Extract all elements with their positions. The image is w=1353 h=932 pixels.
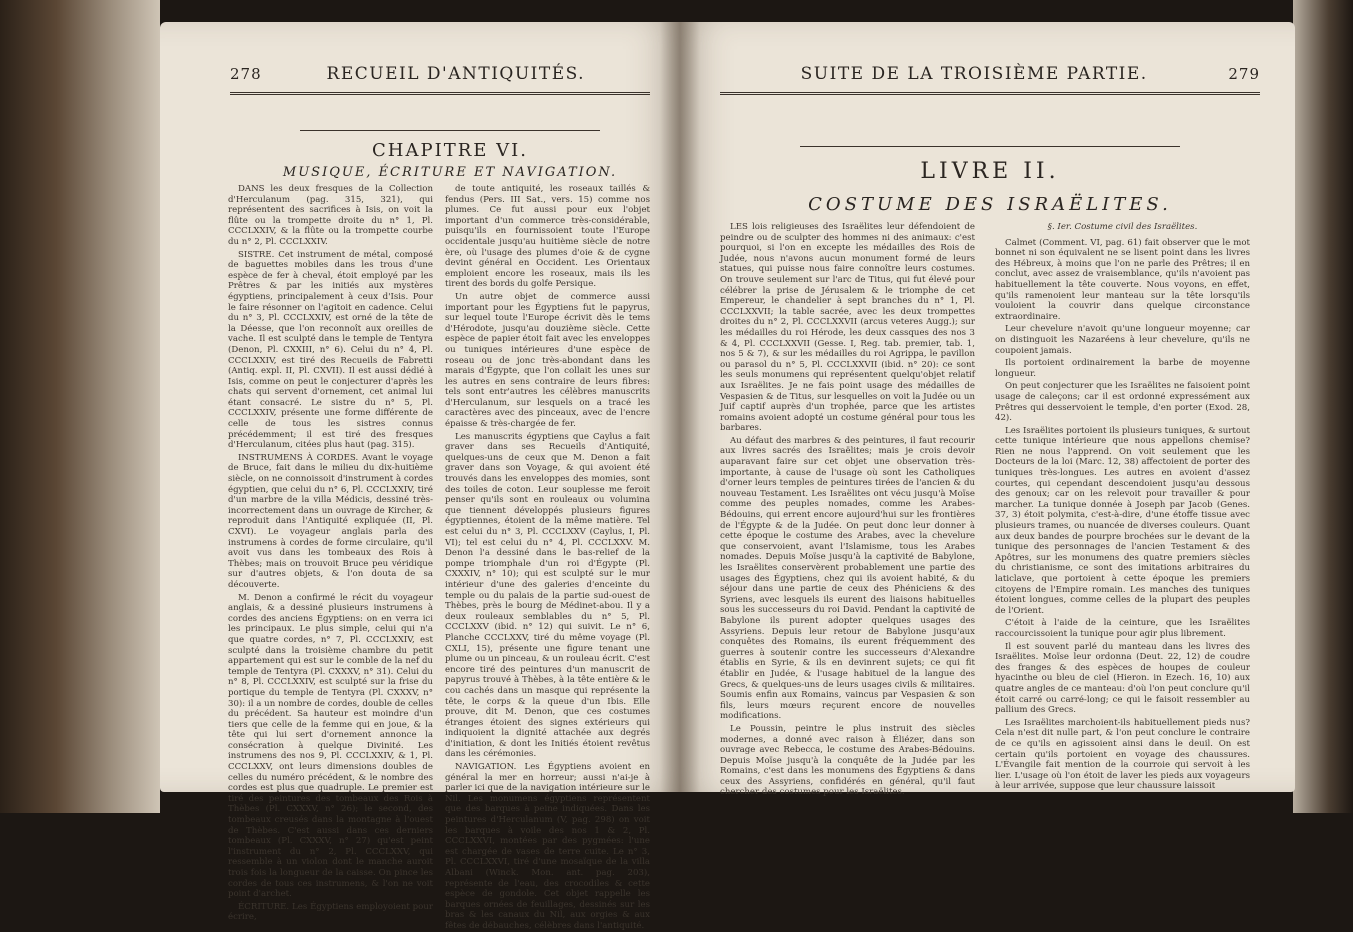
paragraph: C'étoit à l'aide de la ceinture, que les Israëlites raccourcissoient la tunique pour agir plus librement. <box>995 618 1250 639</box>
paragraph: INSTRUMENS À CORDES. Avant le voyage de Bruce, fait dans le milieu du dix-huitième siècle, on ne connoissoit d'instrument à cordes égyptien, que celui du n° 6, Pl. CCCLXXIV, tiré d'un marbre de la villa Médicis, dessiné très-incorrectement dans un ouvrage de Kircher, & reproduit dans l'Antiquité expliquée (II, Pl. CXVI). Le voyageur anglais parla des instrumens à cordes de forme circulaire, qu'il avoit vus dans les tombeaux des Rois à Thèbes; mais on trouvoit Bruce peu véridique sur d'autres objets, & l'on douta de sa découverte. <box>228 452 433 590</box>
left-page-number: 278 <box>230 65 262 83</box>
chapter-title: CHAPITRE VI. <box>372 140 528 161</box>
right-column-2 <box>995 222 1250 792</box>
paragraph: de toute antiquité, les roseaux taillés & fendus (Pers. III Sat., vers. 15) comme nos plumes. Ce fut aussi pour eux l'objet important d'un commerce très-considérable, puisqu'ils en fournissoient toute l'Europe occidentale jusqu'au huitième siècle de notre ère, où l'usage des plumes d'oie & de cygne devint général en Occident. Les Orientaux emploient encore les roseaux, mais ils les tirent des bords du golfe Persique. <box>445 184 650 290</box>
paragraph: NAVIGATION. Les Égyptiens avoient en général la mer en horreur; aussi n'ai-je à parler ici que de la navigation intérieure sur le Nil. Les monumens égyptiens représentent que des barques à peine indiquées. Dans les peintures d'Herculanum (V, pag. 298) on voit les barques à voile des nos 1 & 2, Pl. CCCLXXVI, montées par des pygmées: l'une est chargée de vases de terre cuite. Le n° 3, Pl. CCCLXXVI, tiré d'une mosaïque de la villa Albani (Winck. Mon. ant. pag. 203), représente de l'eau, des crocodiles & cette espèce de gondole. Cet objet rappelle les barques ornées de feuillages, dessinés sur les bras & les canaux du Nil, aux orgies & aux fêtes de débauches, célèbres dans l'antiquité. <box>445 762 650 931</box>
paragraph: Les Israëlites marchoient-ils habituellement pieds nus? Cela n'est dit nulle part, & l'on peut conclure le contraire de ce qu'ils en agissoient ainsi dans le deuil. On est certain qu'ils portoient en voyage des chaussures. L'Évangile fait mention de la courroie qui servoit à les lier. L'usage où l'on étoit de laver les pieds aux voyageurs à leur arrivée, suppose que leur chaussure laissoit <box>995 717 1250 792</box>
book-gutter <box>660 22 700 792</box>
book-subtitle: COSTUME DES ISRAËLITES. <box>808 194 1172 215</box>
paragraph: Calmet (Comment. VI, pag. 61) fait observer que le mot bonnet ni son équivalent ne se lisent point dans les livres des Hébreux, à moins que l'on ne parle des Prêtres; il en conclut, avec assez de vraisemblance, qu'ils n'avoient pas habituellement la tête couverte. Nous voyons, en effet, qu'ils ramenoient leur manteau sur la tête lorsqu'ils vouloient la couvrir dans quelque circonstance extraordinaire. <box>995 237 1250 322</box>
book-edge-left <box>0 0 160 813</box>
book-edge-right <box>1293 0 1353 813</box>
left-head-rule <box>230 92 650 95</box>
paragraph: LES lois religieuses des Israëlites leur défendoient de peindre ou de sculpter des hommes ni des animaux: c'est pourquoi, si l'on en excepte les médailles des Rois de Judée, nous n'avons aucun monument formé de leurs statues, qui puisse nous faire connoître leurs costumes. On trouve seulement sur l'arc de Titus, qui fut élevé pour célébrer la prise de Jérusalem & le triomphe de cet Empereur, le chandelier à sept branches du n° 1, Pl. CCCLXXVII; la table sacrée, avec les deux trompettes droites du n° 2, Pl. CCCLXXVII (arcus veteres Augg.); sur les médailles du roi Hérode, les deux cassques des nos 3 & 4, Pl. CCCLXXVII (Gesse. I, Reg. tab. premier, tab. 1, nos 5 & 7), & sur les médailles du roi Agrippa, le pavillon ou parasol du n° 5, Pl. CCCLXXVII (ibid. n° 20): ce sont les seuls monumens qui représentent quelqu'objet relatif aux Israëlites. Je ne fais point usage des médailles de Vespasien & de Titus, sur lesquelles on voit la Judée ou un Juif captif auprès d'un trophée, parce que les artistes romains avoient adopté un costume général pour tous les barbares. <box>720 222 975 434</box>
book-title: LIVRE II. <box>920 159 1060 184</box>
left-column-2 <box>445 184 650 931</box>
right-running-head <box>720 64 1260 84</box>
paragraph: On peut conjecturer que les Israëlites ne faisoient point usage de caleçons; car il est ordonné expressément aux Prêtres qui desservoient le temple, d'en porter (Exod. 28, 42). <box>995 381 1250 424</box>
paragraph: Leur chevelure n'avoit qu'une longueur moyenne; car on distinguoit les Nazaréens à leur chevelure, qu'ils ne coupoient jamais. <box>995 324 1250 356</box>
paragraph: Il est souvent parlé du manteau dans les livres des Israëlites. Moïse leur ordonna (Deut. 22, 12) de coudre des franges & des espèces de houpes de couleur hyacinthe ou bleu de ciel (Hieron. in Ezech. 16, 10) aux quatre angles de ce manteau: d'où l'on peut conclure qu'il étoit carré ou carré-long; ce qui le faisoit ressembler au pallium des Grecs. <box>995 641 1250 716</box>
left-page <box>160 22 680 931</box>
left-column-1 <box>228 184 433 923</box>
paragraph: Les manuscrits égyptiens que Caylus a fait graver dans ses Recueils d'Antiquité, quelques-uns de ceux que M. Denon a fait graver dans son Voyage, & qui avoient été trouvés dans les enveloppes des momies, sont des toiles de coton. Leur souplesse me feroit penser qu'ils sont en rouleaux ou volumina que tiennent développés plusieurs figures égyptiennes, étoient de la même matière. Tel est celui du n° 3, Pl. CCCLXXV (Caylus, I, Pl. VI); tel est celui du n° 4, Pl. CCCLXXV. M. Denon l'a dessiné dans le bas-relief de la pompe triomphale d'un roi d'Égypte (Pl. CXXXIV, n° 10); qui est sculpté sur le mur intérieur d'une des galeries d'enceinte du temple ou du palais de la partie sud-ouest de Thèbes, près le bourg de Médinet-abou. Il y a deux rouleaux semblables du n° 5, Pl. CCCLXXV (ibid. n° 12) qui suivit. Le n° 6, Planche CCCLXXV, tiré du même voyage (Pl. CXLI, 15), présente une figure tenant une plume ou un pinceau, & un rouleau écrit. C'est encore tiré des peintures d'un manuscrit de papyrus trouvé à Thèbes, à la tête entière & le cou cachés dans un masque qui représente la tête, le corps & la queue d'un Ibis. Elle prouve, dit M. Denon, que ces costumes étranges étoient des signes extérieurs qui indiquoient la dignité attachée aux degrés d'initiation, & dont les Initiés étoient revêtus dans les cérémonies. <box>445 431 650 760</box>
paragraph: ÉCRITURE. Les Égyptiens employoient pour écrire, <box>228 901 433 923</box>
paragraph: Un autre objet de commerce aussi important pour les Égyptiens fut le papyrus, sur lequel toute l'Europe écrivit dès le tems d'Hérodote, jusqu'au douzième siècle. Cette espèce de papier étoit fait avec les enveloppes ou tuniques intérieures d'une espèce de roseau ou de jonc très-abondant dans les marais d'Égypte, que l'on collait les unes sur les autres en sens contraire de leurs fibres: tels sont entr'autres les célèbres manuscrits d'Herculanum, sur lesquels on a tracé les caractères avec des pinceaux, avec de l'encre épaisse & très-chargée de fer. <box>445 291 650 430</box>
chapter-subtitle: MUSIQUE, ÉCRITURE ET NAVIGATION. <box>282 165 618 180</box>
left-running-title: RECUEIL D'ANTIQUITÉS. <box>326 64 586 84</box>
left-running-head <box>230 64 650 84</box>
chapter-rule <box>300 130 600 131</box>
section-heading: §. Ier. Costume civil des Israëlites. <box>1047 222 1198 232</box>
book-rule <box>800 146 1180 147</box>
paragraph: Au défaut des marbres & des peintures, il faut recourir aux livres sacrés des Israëlites; mais je crois devoir auparavant faire sur cet objet une observation très-importante, à cause de l'usage où sont les Catholiques d'orner leurs temples de peintures tirées de l'ancien & du nouveau Testament. Les Israëlites ont vécu jusqu'à Moïse comme des peuples nomades, comme les Arabes-Bédouins, qui errent encore aujourd'hui sur les frontières de l'Égypte & de la Judée. On peut donc leur donner à cette époque le costume des Arabes, avec la chevelure que conservoient, avant l'Islamisme, tous les Arabes nomades. Depuis Moïse jusqu'à la captivité de Babylone, les Israëlites conservèrent probablement une partie des usages des Égyptiens, chez qui ils avoient habité, & du séjour dans une partie de ceux des Phéniciens & des Syriens, avec lesquels ils eurent des liaisons habituelles sous les successeurs du roi David. Pendant la captivité de Babylone ils purent adopter quelques usages des Assyriens. Depuis leur retour de Babylone jusqu'aux conquêtes des Romains, ils eurent fréquemment des guerres à soutenir contre les successeurs d'Alexandre établis en Syrie, & ils en devinrent sujets; ce qui fit établir en Judée, & l'usage habituel de la langue des Grecs, & quelques-uns de leurs usages civils & militaires. Soumis enfin aux Romains, vaincus par Vespasien & son fils, leurs mœurs reçurent encore de nouvelles modifications. <box>720 435 975 722</box>
right-page <box>680 22 1295 798</box>
paragraph: Ils portoient ordinairement la barbe de moyenne longueur. <box>995 358 1250 379</box>
paragraph: Le Poussin, peintre le plus instruit des siècles modernes, a donné avec raison à Éliézer, dans son ouvrage avec Rebecca, le costume des Arabes-Bédouins. Depuis Moïse jusqu'à la conquête de la Judée par les Romains, c'est dans les monumens des Égyptiens & dans ceux des Assyriens, confidérés en général, qu'il faut chercher des costumes pour les Israëlites. <box>720 723 975 798</box>
paragraph: SISTRE. Cet instrument de métal, composé de baguettes mobiles dans les trous d'une espèce de fer à cheval, étoit employé par les Prêtres & par les initiés aux mystères égyptiens, principalement à ceux d'Isis. Pour le faire résonner on l'agitoit en cadence. Celui du n° 3, Pl. CCCLXXIV, est orné de la tête de la Déesse, que l'on reconnoît aux oreilles de vache. Il est sculpté dans le temple de Tentyra (Denon, Pl. CXXIII, n° 6). Celui du n° 4, Pl. CCCLXXIV, est tiré des Recueils de Fabretti (Antiq. expl. II, Pl. CXVII). Il est aussi dédié à Isis, comme on peut le conjecturer d'après les chats qui servent d'ornement, cet animal lui étant consacré. Le sistre du n° 5, Pl. CCCLXXIV, présente une forme différente de celle de tous les sistres connus précédemment; il est tiré des fresques d'Herculanum, citées plus haut (pag. 315). <box>228 249 433 451</box>
right-running-title: SUITE DE LA TROISIÈME PARTIE. <box>800 64 1148 84</box>
paragraph: DANS les deux fresques de la Collection d'Herculanum (pag. 315, 321), qui représentent des sacrifices à Isis, on voit la flûte ou la trompette droite du n° 1, Pl. CCCLXXIV, & la flûte ou la trompette courbe du n° 2, Pl. CCCLXXIV. <box>228 184 433 247</box>
right-column-1 <box>720 222 975 798</box>
paragraph: M. Denon a confirmé le récit du voyageur anglais, & a dessiné plusieurs instrumens à cordes des anciens Égyptiens: on en verra ici les principaux. Le plus simple, celui qui n'a que quatre cordes, n° 7, Pl. CCCLXXIV, est sculpté dans la troisième chambre du petit appartement qui est sur le comble de la nef du temple de Tentyra (Pl. CXXXV, n° 31). Celui du n° 8, Pl. CCCLXXIV, est sculpté sur la frise du portique du temple de Tentyra (Pl. CXXXV, n° 30): il a un nombre de cordes, double de celles du précédent. Sa hauteur est moindre d'un tiers que celle de la femme qui en joue, & la tête qui lui sert d'ornement annonce la consécration à quelque Divinité. Les instrumens des nos 9, Pl. CCCLXXIV, & 1, Pl. CCCLXXV, ont leurs dimensions doubles de celles du numéro précédent, & le nombre des cordes est plus que quadruple. Le premier est tiré des peintures des tombeaux des Rois à Thèbes (Pl. CXXXV, n° 26); le second, des tombeaux creusés dans la montagne à l'ouest de Thèbes. C'est aussi dans ces derniers tombeaux (Pl. CXXXV, n° 27) qu'est peint l'instrument du n° 2, Pl. CCCLXXV, qui ressemble à un violon dont le manche auroit trois fois la longueur de la caisse. On pince les cordes de tous ces instrumens, & l'on ne voit point d'archet. <box>228 592 433 900</box>
right-head-rule <box>720 92 1260 95</box>
right-page-number: 279 <box>1228 65 1260 83</box>
paragraph: Les Israëlites portoient ils plusieurs tuniques, & surtout cette tunique intérieure que nous appellons chemise? Rien ne nous l'apprend. On voit seulement que les Docteurs de la loi (Marc. 12, 38) affectoient de porter des tuniques très-longues. Les autres en avoient d'assez courtes, qui cependant descendoient jusqu'au dessous des genoux; car on les relevoit pour travailler & pour marcher. La tunique donnée à Joseph par Jacob (Genes. 37, 3) étoit polymita, c'est-à-dire, d'une étoffe tissue avec plusieurs trames, ou nuancée de diverses couleurs. Quant aux deux bandes de pourpre brochées sur le devant de la tunique des personnages de l'ancien Testament & des Apôtres, sur les monumens des quatre premiers siècles du christianisme, ce sont des imitations arbitraires du laticlave, que portoient à cette époque les premiers citoyens de l'Empire romain. Les manches des tuniques étoient longues, comme celles de la plupart des peuples de l'Orient. <box>995 425 1250 616</box>
